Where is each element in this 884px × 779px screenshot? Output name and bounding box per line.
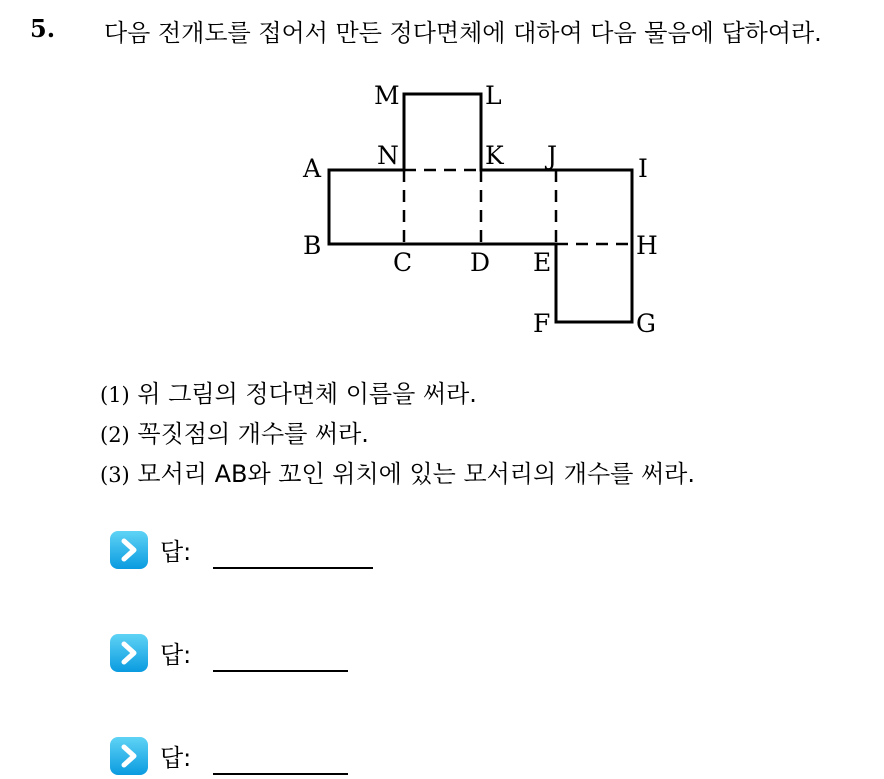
vertex-label-M: M — [374, 81, 400, 110]
subquestion-text: 위 그림의 정다면체 이름을 써라. — [137, 380, 477, 408]
subquestion-number: (3) — [100, 463, 130, 487]
subquestion-text: 꼭짓점의 개수를 써라. — [137, 420, 369, 448]
answer-blank[interactable] — [213, 567, 373, 569]
question-number: 5. — [30, 14, 56, 43]
vertex-label-K: K — [485, 141, 504, 170]
vertex-label-A: A — [303, 154, 322, 183]
subquestion-2 — [100, 414, 369, 449]
answer-blank[interactable] — [213, 670, 348, 672]
vertex-label-E: E — [533, 248, 552, 277]
vertex-label-H: H — [636, 231, 658, 260]
vertex-label-I: I — [638, 154, 648, 183]
subquestion-3 — [100, 454, 695, 489]
answer-blank[interactable] — [213, 773, 348, 775]
subquestion-number: (2) — [100, 423, 130, 447]
vertex-label-C: C — [393, 248, 413, 277]
chevron-right-icon — [110, 737, 148, 775]
vertex-label-J: J — [547, 141, 558, 170]
vertex-label-N: N — [377, 141, 399, 170]
vertex-label-B: B — [303, 231, 322, 260]
cube-net-figure — [0, 0, 884, 360]
chevron-right-icon — [110, 531, 148, 569]
subquestion-number: (1) — [100, 383, 130, 407]
answer-label: 답: — [160, 744, 192, 772]
subquestion-1 — [100, 374, 477, 409]
answer-label: 답: — [160, 538, 192, 566]
vertex-label-G: G — [636, 309, 656, 338]
chevron-right-icon — [110, 634, 148, 672]
vertex-label-F: F — [533, 309, 551, 338]
answer-label: 답: — [160, 641, 192, 669]
vertex-label-D: D — [470, 248, 491, 277]
question-text: 다음 전개도를 접어서 만든 정다면체에 대하여 다음 물음에 답하여라. — [104, 19, 822, 47]
subquestion-text: 모서리 AB와 꼬인 위치에 있는 모서리의 개수를 써라. — [137, 460, 695, 488]
vertex-label-L: L — [485, 81, 502, 110]
